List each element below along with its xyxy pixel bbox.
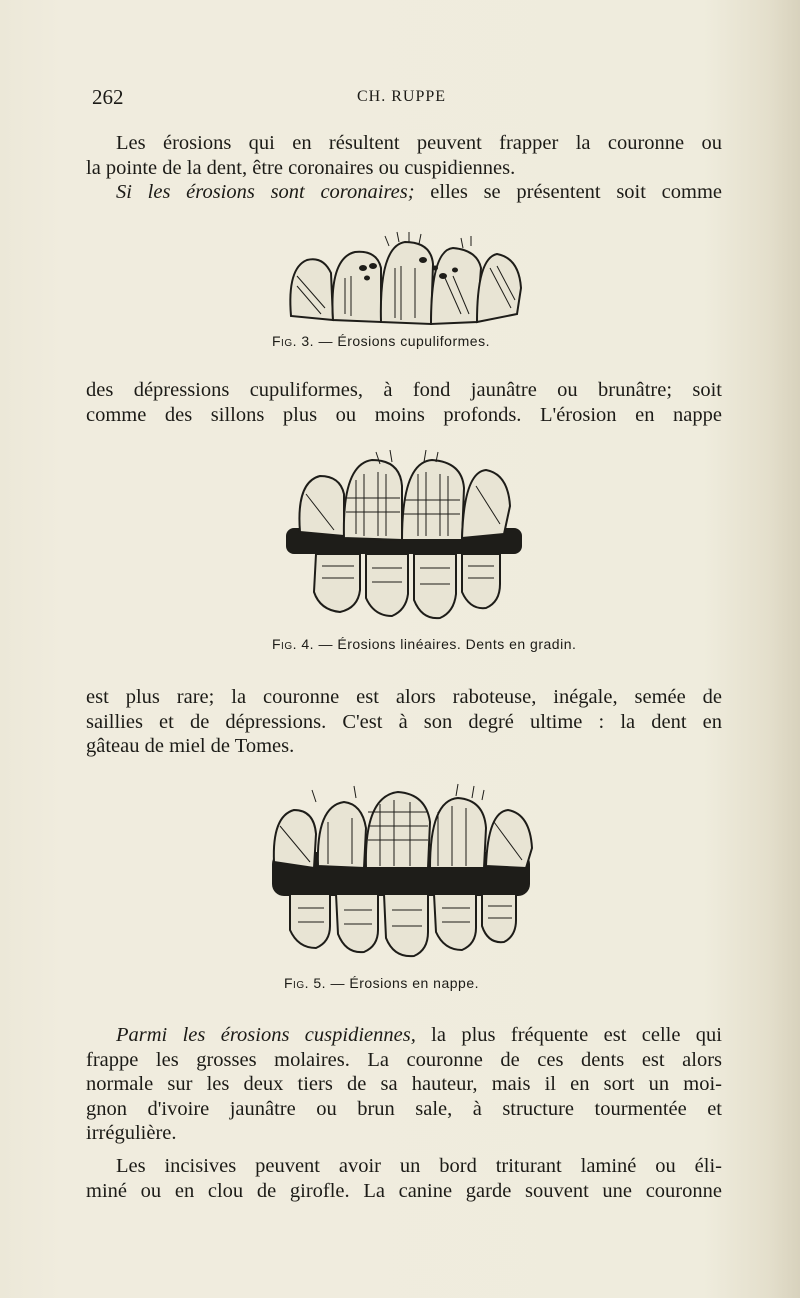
paragraph-4-line-1: [86, 1023, 722, 1048]
figure-5: [268, 782, 538, 977]
italic-phrase: Si les érosions sont coronaires;: [116, 181, 415, 203]
caption-text: — Érosions en nappe.: [326, 975, 479, 991]
paragraph-2-line-1: des dépressions cupuliformes, à fond jaunâtre ou brunâtre; soit: [86, 379, 722, 401]
paragraph-4-line-2: frappe les grosses molaires. La couronne de ces dents est alors: [86, 1048, 722, 1071]
paragraph-1-line-3: [86, 180, 722, 205]
paragraph-1: [86, 131, 722, 205]
paragraph-3-line-1: est plus rare; la couronne est alors raboteuse, inégale, semée de: [86, 686, 722, 708]
running-head: CH. RUPPE: [357, 88, 447, 105]
page-header: [92, 85, 722, 115]
paragraph-5-line-2: miné ou en clou de girofle. La canine garde souvent une couronne: [86, 1179, 722, 1202]
paragraph-4-line-3: normale sur les deux tiers de sa hauteur, mais il en sort un moi-: [86, 1073, 722, 1095]
figure-4-caption: [272, 636, 576, 652]
figure-3-caption: [272, 333, 490, 349]
paragraph-2: [86, 378, 722, 427]
caption-text: — Érosions cupuliformes.: [314, 333, 490, 349]
figure-3-illustration: [285, 228, 525, 328]
caption-label: Fig. 5.: [284, 975, 327, 991]
figure-3: [285, 228, 525, 333]
figure-4: [286, 450, 526, 635]
paragraph-1-line-2: la pointe de la dent, être coronaires ou cuspidiennes.: [86, 156, 516, 179]
paragraph-2-line-2: comme des sillons plus ou moins profonds. L'érosion en nappe: [86, 403, 722, 426]
text-run: la plus fréquente est celle qui: [415, 1024, 722, 1046]
paragraph-3: [86, 685, 722, 759]
paragraph-3-line-3: gâteau de miel de Tomes.: [86, 735, 295, 757]
paragraph-4-line-5: irrégulière.: [86, 1122, 177, 1144]
caption-label: Fig. 4.: [272, 636, 315, 652]
caption-text: — Érosions linéaires. Dents en gradin.: [314, 636, 577, 652]
figure-4-illustration: [286, 450, 526, 630]
paragraph-5: [86, 1154, 722, 1203]
figure-5-caption: [284, 975, 479, 991]
italic-phrase: Parmi les érosions cuspidiennes,: [116, 1024, 416, 1046]
paragraph-3-line-2: saillies et de dépressions. C'est à son degré ultime : la dent en: [86, 710, 722, 733]
paragraph-4: [86, 1023, 722, 1146]
paragraph-4-line-4: gnon d'ivoire jaunâtre ou brun sale, à structure tourmentée et: [86, 1097, 722, 1120]
text-run: elles se présentent soit comme: [414, 181, 722, 203]
figure-5-illustration: [268, 782, 538, 972]
page-number: 262: [92, 85, 124, 109]
paragraph-5-line-1: Les incisives peuvent avoir un bord triturant laminé ou éli-: [116, 1155, 722, 1177]
paragraph-1-line-1: Les érosions qui en résultent peuvent frapper la couronne ou: [116, 132, 722, 154]
caption-label: Fig. 3.: [272, 333, 315, 349]
